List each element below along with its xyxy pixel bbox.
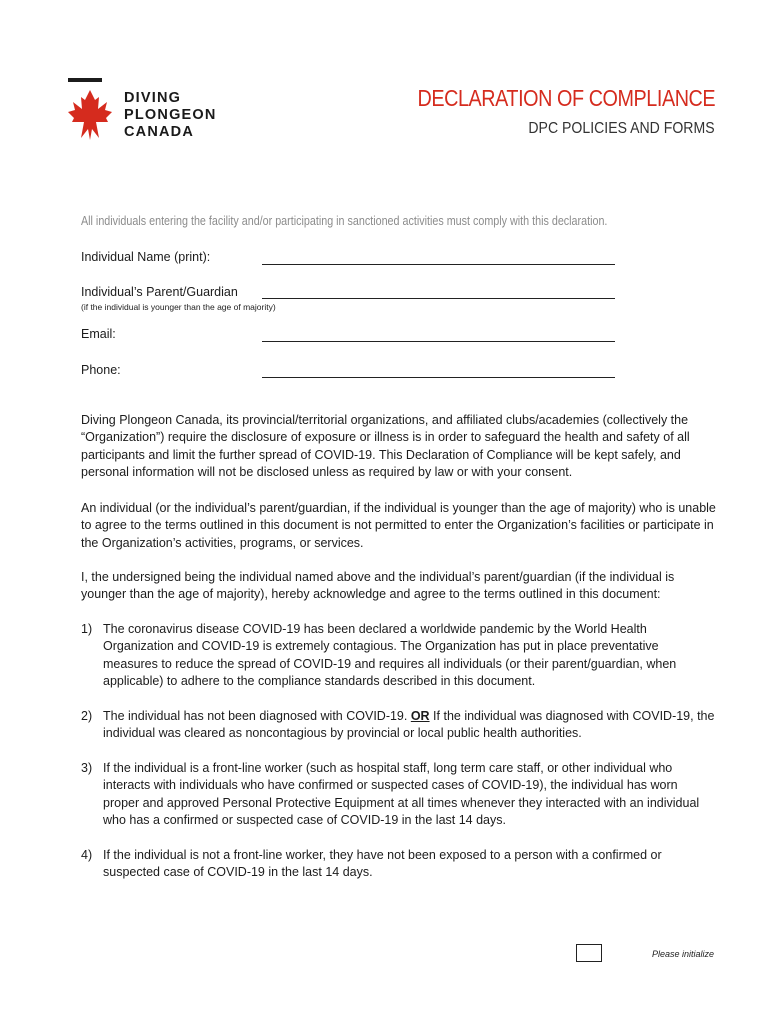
organization-logo [68, 78, 218, 148]
list-item [81, 760, 716, 829]
list-item-text [103, 708, 716, 743]
list-item-number: 1) [81, 622, 93, 636]
list-item-text: If the individual is not a front-line worker, they have not been exposed to a person with a confirmed or suspected case of COVID-19 in the last 14 days. [103, 848, 662, 880]
logo-bar [68, 78, 102, 82]
list-item-text-before: The individual has not been diagnosed with COVID-19. [103, 709, 411, 723]
list-item [81, 708, 716, 743]
disclosure-paragraph: Diving Plongeon Canada, its provincial/territorial organizations, and affiliated clubs/academies (collectively the “Organization”) require the disclosure of exposure or illness is in order to safeguard the health and safety of all participants and limit the further spread of COVID-19. This Declaration of Compliance will be kept safely, and personal information will not be disclosed unless as required by law or with your consent. [81, 413, 690, 479]
name-field-label: Individual Name (print): [81, 250, 211, 264]
list-item-text-after: If the individual was diagnosed with COVID-19, the individual was cleared as noncontagious by provincial or local public health authorities. [103, 709, 715, 741]
document-subtitle: DPC POLICIES AND FORMS [528, 120, 715, 137]
logo-line-2: PLONGEON [124, 107, 217, 123]
phone-field-line[interactable] [262, 377, 615, 378]
intro-statement: All individuals entering the facility and/or participating in sanctioned activities must comply with this declaration. [81, 214, 608, 228]
list-item-number: 4) [81, 848, 93, 862]
initial-label: Please initialize [652, 949, 715, 959]
list-item-text: The coronavirus disease COVID-19 has been declared a worldwide pandemic by the World Health Organization and COVID-19 is extremely contagious. The Organization has put in place preventative measures to reduce the spread of COVID-19 and requires all individuals (or their parent/guardian, when applicable) to adhere to the compliance standards described in this document. [103, 622, 677, 688]
logo-line-3: CANADA [124, 124, 195, 140]
guardian-field-label: Individual’s Parent/Guardian [81, 285, 238, 299]
maple-leaf-icon [68, 90, 112, 140]
name-field-line[interactable] [262, 264, 615, 265]
email-field-line[interactable] [262, 341, 615, 342]
acknowledgement-paragraph: I, the undersigned being the individual named above and the individual’s parent/guardian (if the individual is younger than the age of majority), hereby acknowledge and agree to the terms outlined in this document: [81, 570, 675, 602]
document-title: DECLARATION OF COMPLIANCE [417, 85, 715, 111]
list-item-number: 2) [81, 709, 93, 723]
list-item-text: If the individual is a front-line worker (such as hospital staff, long term care staff, or other individual who interacts with individuals who have confirmed or suspected cases of COVID-19), the individual has worn proper and approved Personal Protective Equipment at all times whenever they interacted with an individual who has a confirmed or suspected case of COVID-19 in the last 14 days. [103, 761, 700, 827]
initial-box[interactable] [576, 944, 602, 962]
email-field-label: Email: [81, 327, 116, 341]
guardian-field-note: (if the individual is younger than the age of majority) [81, 302, 276, 312]
list-item-number: 3) [81, 761, 93, 775]
logo-wordmark [124, 90, 217, 141]
list-item [81, 847, 716, 882]
logo-line-1: DIVING [124, 90, 182, 106]
list-item [81, 621, 716, 690]
phone-field-label: Phone: [81, 363, 121, 377]
eligibility-paragraph: An individual (or the individual’s parent/guardian, if the individual is younger than the age of majority) who is unable to agree to the terms outlined in this document is not permitted to enter the Organization’s facilities or participate in the Organization’s activities, programs, or services. [81, 501, 716, 550]
or-emphasis: OR [410, 709, 430, 723]
guardian-field-line[interactable] [262, 298, 615, 299]
